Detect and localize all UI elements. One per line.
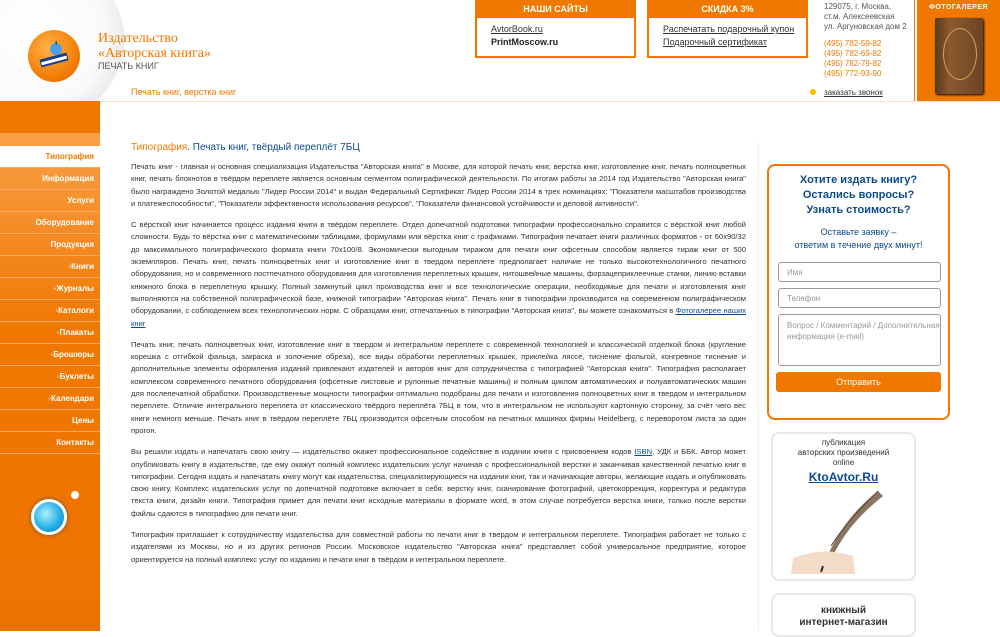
form-sub-line: ответим в течение двух минут! (794, 240, 923, 250)
nav-item-prices[interactable]: Цены (0, 410, 100, 432)
print-coupon-link[interactable]: Распечатать подарочный купон (663, 24, 795, 34)
nav-item-info[interactable]: Информация (0, 168, 100, 190)
discount-box (647, 0, 808, 58)
main-content (131, 142, 746, 575)
site-link-avtorbook[interactable]: AvtorBook.ru (491, 24, 543, 34)
promo-site-link[interactable]: KtoAvtor.Ru (808, 470, 879, 484)
paragraph (131, 219, 746, 330)
callback-icon (810, 89, 816, 95)
nav-item-brochures[interactable]: ◦ Брошюры (0, 344, 100, 366)
decorative-dot-icon (71, 491, 79, 499)
promo-line: публикация (821, 438, 866, 447)
phone-number[interactable]: (495) 782-69-82 (824, 49, 882, 58)
promo-text (773, 438, 914, 468)
nav-item-services[interactable]: Услуги (0, 190, 100, 212)
promo2-line: интернет-магазин (799, 617, 888, 628)
publisher-line1: Издательство (98, 31, 178, 46)
paragraph-text: Вы решили издать и напечатать свою книгу — издательство окажет профессиональное содействие в издании книги с присвоением кодов (131, 447, 635, 457)
nav-item-booklets[interactable]: ◦ Буклеты (0, 366, 100, 388)
comment-textarea[interactable]: Вопрос / Комментарий / Дополнительная информация (e-mail) (778, 314, 941, 366)
address-line: ст.м. Алексеевская (824, 12, 895, 21)
callback-link[interactable]: заказать звонок (824, 88, 883, 97)
logo-icon[interactable] (28, 30, 80, 82)
form-sub-line: Оставьте заявку – (820, 227, 897, 237)
form-heading-line: Остались вопросы? (802, 189, 915, 201)
title-rest: . Печать книг, твёрдый переплёт 7БЦ (187, 142, 360, 153)
nav-item-calendars[interactable]: ◦ Календари (0, 388, 100, 410)
publisher-tagline: Печать книг, верстка книг (131, 87, 237, 97)
submit-button[interactable]: Отправить (776, 372, 941, 392)
paragraph-text: С вёрсткой книг начинается процесс издания книги в твёрдом переплете. Отдел допечатной подготовки типографии профессионально справится с вёрсткой книг любой сложности. Будь то вёрстка книг с математическими таблицами, формулами или вёрстка книг с графиками. Типография печатает книги различных форматов - от 60x90/32 до максимального полиграфического формата книги 70x100/8. Экономически выгодным тиражом для печати книг офсетным способом является тираж книг от 500 экземпляров. Печать книг, печать полноцветных книг и изготовление книг в твердом переплете предполагает наличие не только высокотехнологичного печатного оборудования, но и современного постпечатного оборудования для изготовления переплетных крышек, нитошвейные машины, форзацеприклеечные станки, линию вставки книжного блока в переплетную крышку. Полный замкнутый цикл производства книг и все технологические операции, необходимые для печати и изготовления книг выполняются на собственной полиграфической базе, книжной типографии "Авторская книга". Печать книг в типографии производится на современном полиграфическом оборудовании, с соблюдением всех технологических норм. С образцами книг, отпечатанных в типографии "Авторская книга", вы можете ознакомиться в (131, 220, 746, 316)
phone-list (824, 39, 881, 79)
publisher-subtitle: ПЕЧАТЬ КНИГ (98, 61, 159, 71)
nav-item-books[interactable]: ◦ Книги (0, 256, 100, 278)
nav-item-magazines[interactable]: ◦ Журналы (0, 278, 100, 300)
paragraph: Типография приглашает к сотрудничеству издательства для совместной работы по печати книг в твердом и интегральном переплете. Типография работает не только с издателями из Москвы, но и из других регионов России. Московское издательство "Авторская книга" представляет собой универсальное предприятие, которое ориентируется на полный комплекс услуг по изданию и печати книг в твёрдом и интегральном переплете. (131, 530, 746, 564)
address (824, 2, 907, 32)
paragraph: Печать книг, печать полноцветных книг, изготовление книг в твердом и интегральном переплете с современной технологией и классической отделкой блока (кругление корешка с отгибкой фальца, закраска и золочение обреза), все виды обработки переплетных крышек, приклейка ляссе, тиснение фольгой, конгревное тиснение и дополнительные элементы оформления изданий привлекают издателей и авторов книг для сотрудничества с типографией "Авторская книга". Типография располагает комплексом современного печатного оборудования (офсетные листовые и рулонные печатные машины) и полным циклом автоматических и полуавтоматических машин для послепечатной обработки. Производственные мощности типографии оптимально подобраны для печати и изготовления полноцветных книг в твердом и интегральном переплете. Отличие интегрального переплета от классического твёрдого переплёта 7БЦ в том, что в интегральном не используют картонную сторонку, за счёт чего вес книги немного меньше. Печать книг в твёрдом переплёте 7БЦ производится офсетным способом на печатных машинах фирмы Heidelberg, с переворотом листа за один прогон. (131, 339, 746, 435)
main-nav (0, 146, 100, 454)
paragraph-text: , УДК и ББК. Автор может опубликовать книгу в издательстве, где ему окажут полный комплекс издательских услуг начиная с профессиональной верстки и заканчивая качественной печатью книг в типографии. Сегодня издать и напечатать книгу могут как издательства, специализирующиеся на издании книг, так и начинающие авторы, желающие издать и опубликовать свою книгу. Комплекс издательских услуг по допечатной подготовке включает в себя: верстку книг, сканирование фотографий, цветокоррекция, корректура и редактура текста книги, дизайн книги. Типография примет для печати книг исходные материалы в формате word, в этом случае потребуется верстка книги, только после верстки файлы сдаются в типографию для печати книг. (131, 447, 746, 518)
name-input[interactable]: Имя (778, 262, 941, 282)
promo2-text (773, 605, 914, 629)
header (0, 0, 1000, 133)
form-heading-line: Хотите издать книгу? (799, 174, 918, 186)
publisher-line2: «Авторская книга» (98, 46, 212, 61)
phone-input[interactable]: Телефон (778, 288, 941, 308)
gallery-link[interactable]: Фотогалерее наших книг (131, 306, 746, 328)
book-cover-image (935, 18, 983, 94)
nav-item-contacts[interactable]: Контакты (0, 432, 100, 454)
nav-item-products[interactable]: Продукция (0, 234, 100, 256)
gallery-title: ФОТОГАЛЕРЕЯ (928, 4, 989, 11)
paragraph (131, 446, 746, 520)
paragraph: Печать книг - главная и основная специализация Издательства "Авторская книга" в Москве, для которой печать книг, верстка книг, изготовление книг, печать полноцветных книг, печать блокнотов в твёрдом переплете является основным сегментом полиграфической деятельности. По итогам работы за 2014 год Издательство "Авторская книга" было награждено Золотой медалью "Лидер России 2014" и выдан Федеральный Сертификат Лидер России 2014 в трех номинациях: "Показатели масштабов производства и платежеспособности", "Показатели эффективности использования ресурсов", "Показатели финансовой устойчивости и деловой активности". (131, 162, 746, 208)
sidebar-header (0, 101, 100, 133)
quill-pen-icon (783, 486, 903, 576)
phone-number[interactable]: (495) 782-79-82 (824, 59, 882, 68)
request-form (767, 164, 950, 420)
address-line: ул. Аргуновская дом 2 (824, 22, 907, 31)
ktoavtor-banner[interactable] (771, 432, 916, 581)
publisher-name[interactable] (98, 31, 238, 61)
nav-item-catalogs[interactable]: ◦ Каталоги (0, 300, 100, 322)
isbn-link[interactable]: ISBN (634, 447, 653, 457)
page-title (131, 142, 746, 153)
address-line: 129075, г. Москва, (824, 2, 892, 11)
nav-item-typography[interactable]: Типография (0, 146, 100, 168)
photo-gallery-banner[interactable] (917, 0, 1000, 101)
phone-number[interactable]: (495) 782-59-82 (824, 39, 882, 48)
promo2-line: книжный (820, 605, 866, 616)
discount-title: СКИДКА 3% (649, 0, 806, 18)
our-sites-title: НАШИ САЙТЫ (477, 0, 634, 18)
form-subheading (769, 226, 948, 252)
nav-item-equipment[interactable]: Оборудование (0, 212, 100, 234)
nav-item-posters[interactable]: ◦ Плакаты (0, 322, 100, 344)
form-heading-line: Узнать стоимость? (806, 204, 911, 216)
promo-line: online (832, 458, 855, 467)
site-link-printmoscow[interactable]: PrintMoscow.ru (491, 37, 559, 47)
header-divider (0, 101, 1000, 102)
bookstore-banner[interactable] (771, 593, 916, 637)
form-heading (769, 173, 948, 218)
phone-number[interactable]: (495) 772-93-90 (824, 69, 882, 78)
promo-line: авторских произведений (797, 448, 890, 457)
column-divider (758, 142, 759, 631)
our-sites-box (475, 0, 636, 58)
title-highlight[interactable]: Типография (131, 142, 188, 153)
decorative-orb-icon (31, 499, 67, 535)
gift-certificate-link[interactable]: Подарочный сертификат (663, 37, 767, 47)
